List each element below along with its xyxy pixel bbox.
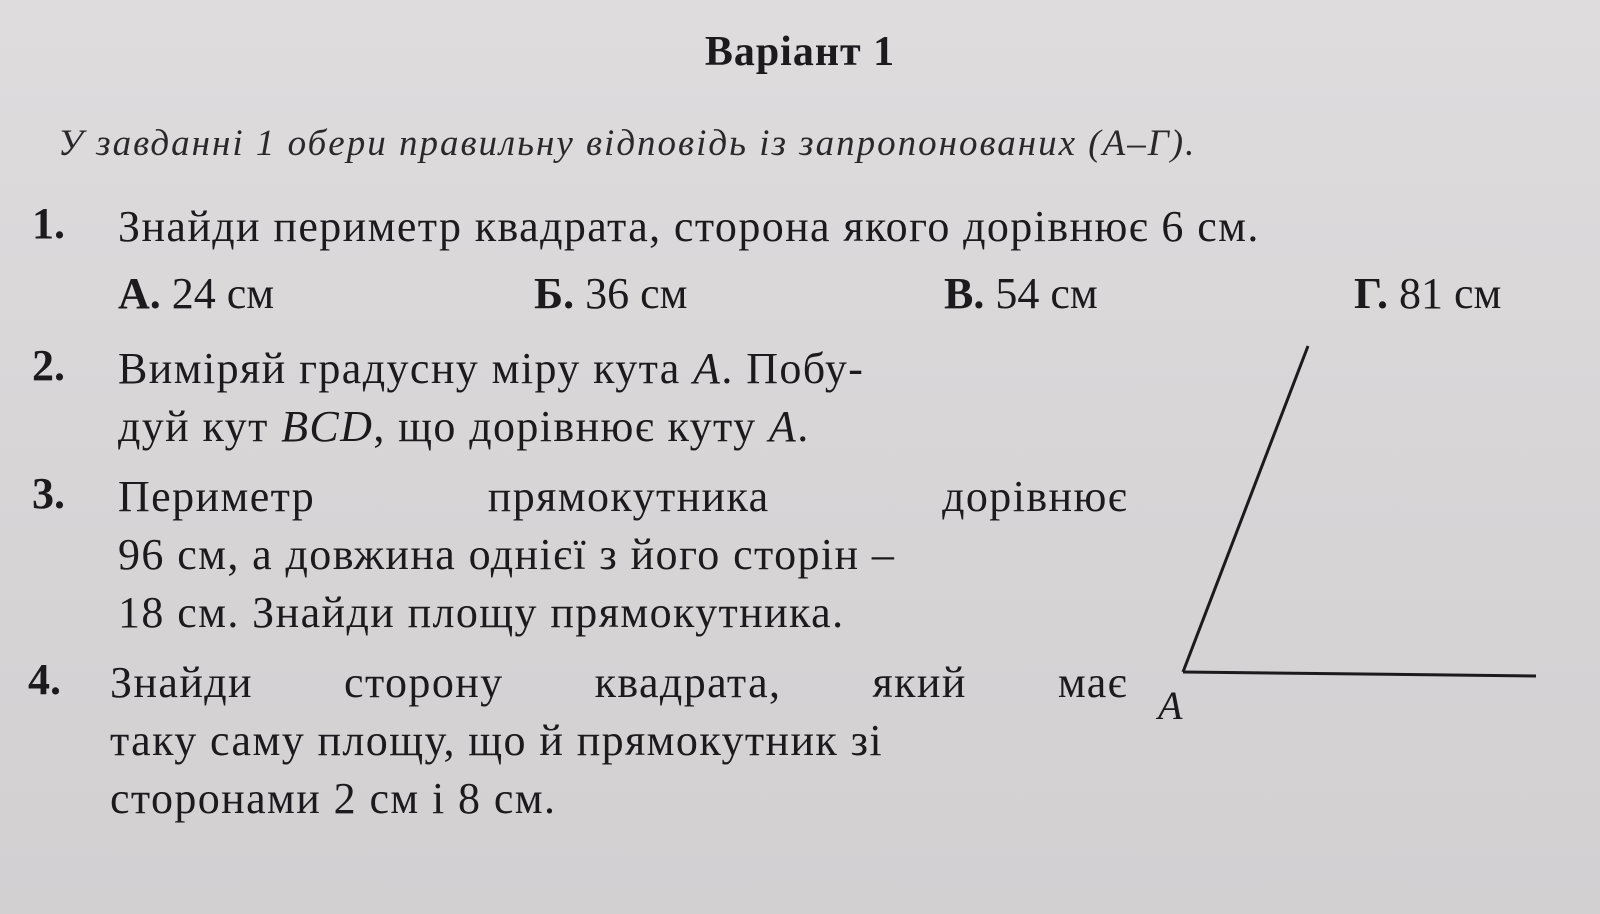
task2-line1-text [118,340,864,398]
task2-number: 2. [32,341,65,390]
angle-figure [1150,340,1590,740]
angle-ray-lower [1183,672,1536,676]
text-span: , що дорівнює куту [373,402,769,451]
text-span: Виміряй градусну міру кута [118,344,694,393]
answer-option-d [1354,268,1501,319]
variable: A [693,344,722,393]
task4-line-1 [110,654,1128,712]
answer-option-a [118,268,274,319]
word: квадрата, [594,658,782,707]
variable: BCD [281,402,374,451]
word: сторону [344,658,504,707]
task4-text [110,654,1128,828]
word: Знайди [110,658,253,707]
text-span: . Побу- [721,344,865,393]
instruction-text: У завданні 1 обери правильну відповідь із запропонованих (А–Г). [58,123,1197,164]
vertex-label-a: A [1158,683,1183,728]
task1-text: Знайди периметр квадрата, сторона якого дорівнює 6 см. [118,202,1260,251]
word: Периметр [118,472,316,521]
word: дорівнює [942,472,1128,521]
task3-text [118,468,1128,642]
text-span: дуй кут [118,402,282,451]
answer-value: 54 см [995,269,1098,318]
task3-line-2: 96 см, а довжина однієї з його сторін – [118,530,896,579]
answer-value: 36 см [585,269,688,318]
task2-line-1 [118,340,1128,398]
task3-number: 3. [32,469,65,518]
task1-answers [118,268,1568,328]
answer-value: 81 см [1399,269,1502,318]
answer-label: В. [944,269,985,318]
task2-text [118,340,1128,456]
task3-line-3: 18 см. Знайди площу прямокутника. [118,588,845,637]
word: має [1057,658,1128,707]
page-title: Варіант 1 [704,29,896,75]
angle-ray-upper [1183,346,1308,672]
answer-label: Г. [1354,269,1389,318]
word: який [872,658,967,707]
answer-option-b [534,268,687,319]
task1-number: 1. [32,199,65,248]
task4-number: 4. [28,655,61,704]
answer-value: 24 см [171,269,275,318]
answer-option-c [944,268,1098,319]
task4-line-3: сторонами 2 см і 8 см. [110,774,557,823]
task2-line-2 [118,398,1128,456]
answer-label: А. [118,269,161,318]
variable: A [768,402,798,451]
word: прямокутника [487,472,770,521]
angle-a-diagram [1150,340,1590,740]
text-span: . [797,402,810,451]
answer-label: Б. [534,269,575,318]
task4-line-2: таку саму площу, що й прямокутник зі [110,716,883,765]
task3-line-1 [118,468,1128,526]
